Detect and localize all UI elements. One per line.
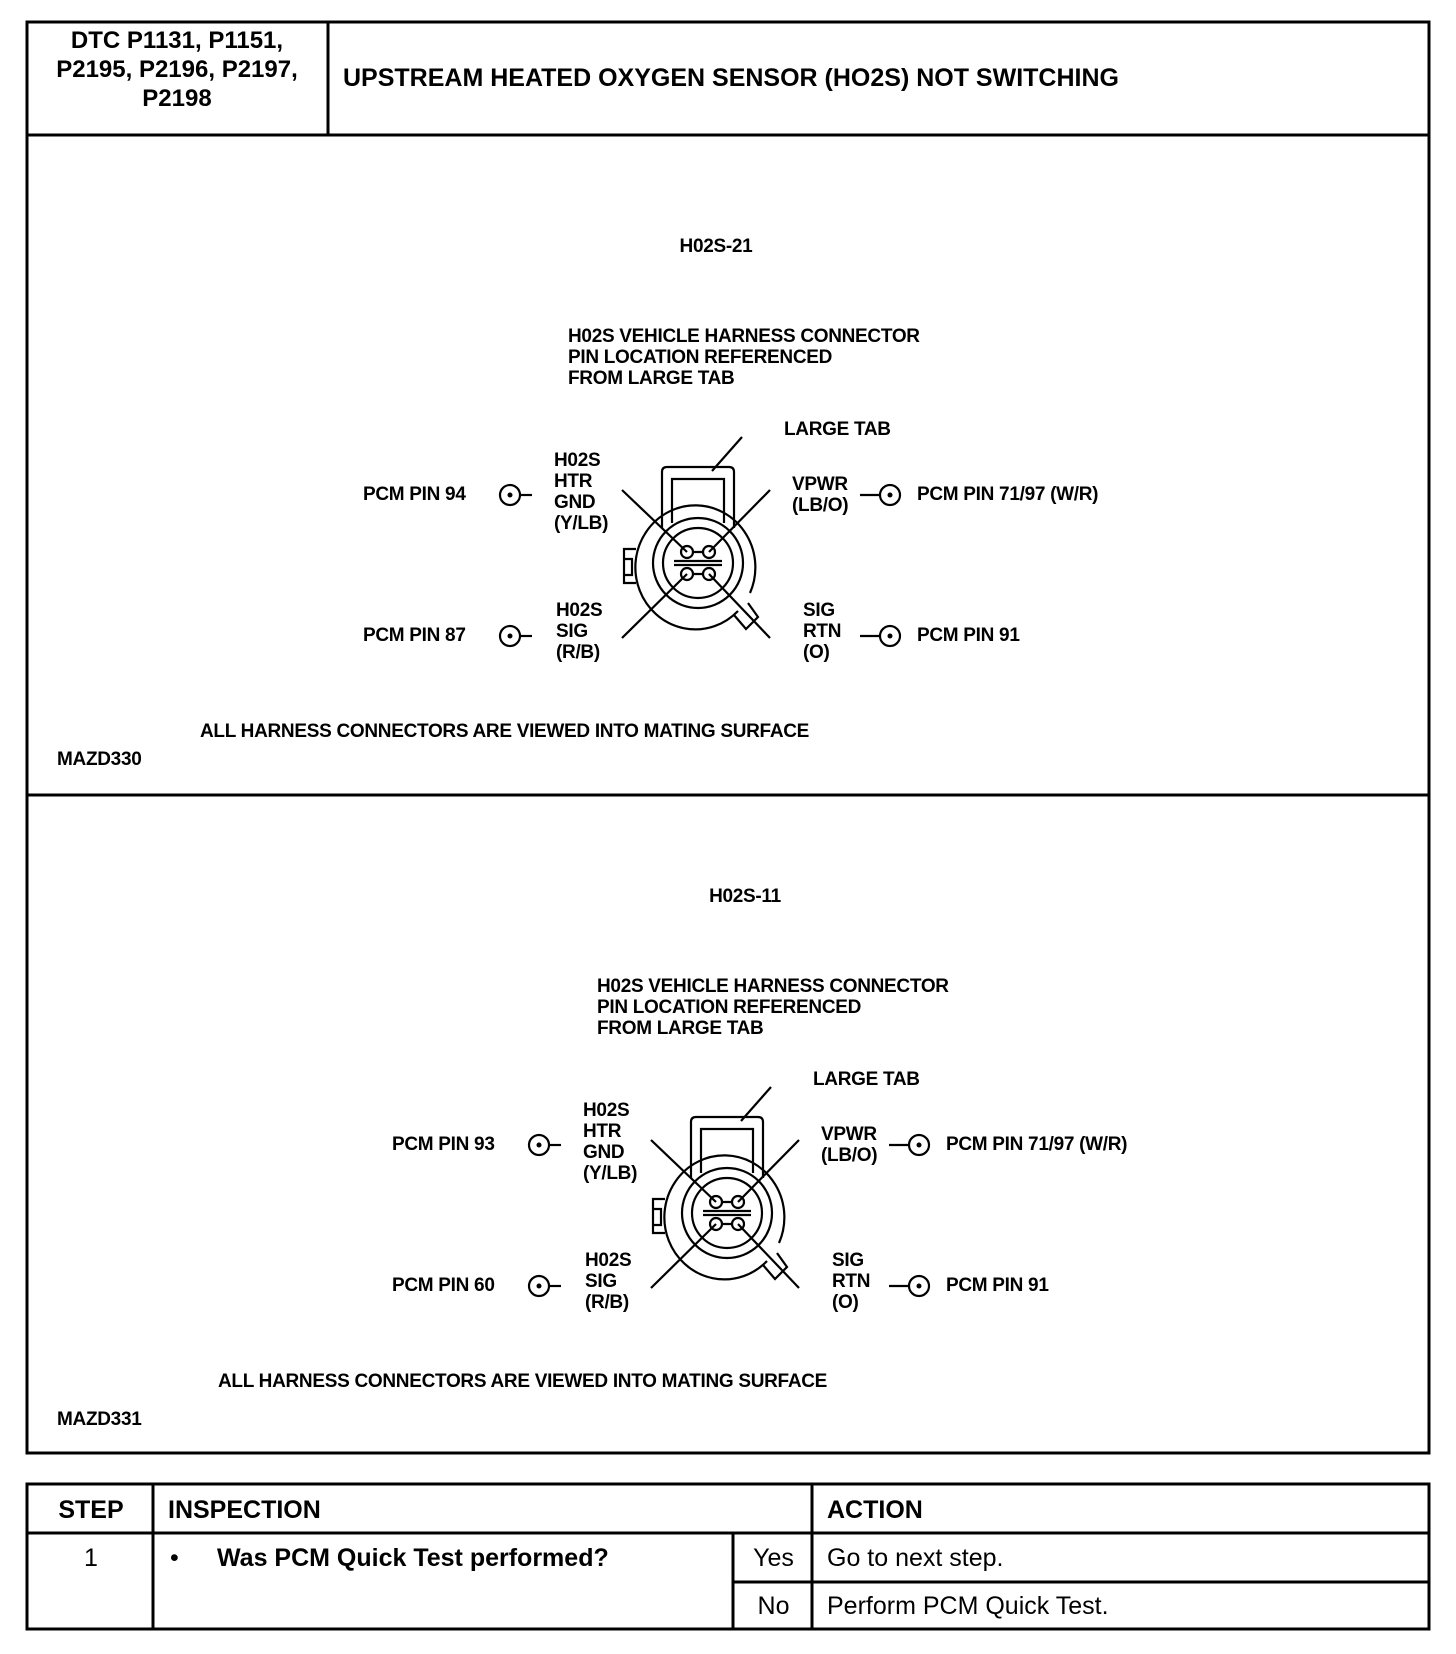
bullet: • <box>170 1544 179 1572</box>
sig-label-line: (R/B) <box>585 1292 629 1313</box>
action-column-header: ACTION <box>827 1496 923 1524</box>
viewing-note: ALL HARNESS CONNECTORS ARE VIEWED INTO MATING SURFACE <box>218 1371 828 1392</box>
sig-label-line: SIG <box>556 621 588 642</box>
sig-label-line: SIG <box>585 1271 617 1292</box>
htr-gnd-label-line: H02S <box>554 450 601 471</box>
figure-id: MAZD331 <box>57 1409 142 1430</box>
sig-label-line: H02S <box>556 600 603 621</box>
connector-heading-line: PIN LOCATION REFERENCED <box>568 347 833 368</box>
step-number: 1 <box>84 1544 98 1572</box>
sig-rtn-label-line: SIG <box>803 600 835 621</box>
htr-gnd-label-line: (Y/LB) <box>583 1163 638 1184</box>
sig-pcm-pin: PCM PIN 87 <box>363 625 466 646</box>
vpwr-label-line: (LB/O) <box>792 495 849 516</box>
figure-id: MAZD330 <box>57 749 142 770</box>
sig-rtn-pcm-pin: PCM PIN 91 <box>946 1275 1049 1296</box>
connector-heading-line: PIN LOCATION REFERENCED <box>597 997 862 1018</box>
action-no: Perform PCM Quick Test. <box>827 1592 1109 1620</box>
step-column-header: STEP <box>58 1496 124 1524</box>
vpwr-label-line: (LB/O) <box>821 1145 878 1166</box>
vpwr-pcm-pin: PCM PIN 71/97 (W/R) <box>917 484 1099 505</box>
sig-rtn-label-line: RTN <box>803 621 842 642</box>
large-tab-label: LARGE TAB <box>784 419 891 440</box>
page-title: UPSTREAM HEATED OXYGEN SENSOR (HO2S) NOT SWITCHING <box>343 64 1119 92</box>
htr-gnd-pcm-pin: PCM PIN 93 <box>392 1134 495 1155</box>
viewing-note: ALL HARNESS CONNECTORS ARE VIEWED INTO MATING SURFACE <box>200 721 810 742</box>
htr-gnd-pcm-pin: PCM PIN 94 <box>363 484 466 505</box>
sig-pcm-pin: PCM PIN 60 <box>392 1275 495 1296</box>
htr-gnd-label-line: GND <box>554 492 596 513</box>
connector-heading-line: H02S VEHICLE HARNESS CONNECTOR <box>597 976 949 997</box>
sig-rtn-label-line: SIG <box>832 1250 864 1271</box>
htr-gnd-label-line: GND <box>583 1142 625 1163</box>
sig-rtn-label-line: (O) <box>803 642 830 663</box>
connector-heading-line: FROM LARGE TAB <box>597 1018 764 1039</box>
sig-label-line: (R/B) <box>556 642 600 663</box>
answer-no: No <box>757 1592 790 1620</box>
sig-rtn-pcm-pin: PCM PIN 91 <box>917 625 1020 646</box>
vpwr-pcm-pin: PCM PIN 71/97 (W/R) <box>946 1134 1128 1155</box>
dtc-code-line: P2195, P2196, P2197, <box>56 56 298 83</box>
sensor-label: H02S-11 <box>709 886 781 907</box>
inspection-column-header: INSPECTION <box>168 1496 321 1524</box>
action-yes: Go to next step. <box>827 1544 1004 1572</box>
vpwr-label-line: VPWR <box>792 474 848 495</box>
connector-drawing <box>29 650 1456 1550</box>
htr-gnd-label-line: (Y/LB) <box>554 513 609 534</box>
dtc-code-line: P2198 <box>142 85 212 112</box>
large-tab-label: LARGE TAB <box>813 1069 920 1090</box>
sig-label-line: H02S <box>585 1250 632 1271</box>
connector-heading-line: FROM LARGE TAB <box>568 368 735 389</box>
sig-rtn-label-line: RTN <box>832 1271 871 1292</box>
connector-heading-line: H02S VEHICLE HARNESS CONNECTOR <box>568 326 920 347</box>
htr-gnd-label-line: H02S <box>583 1100 630 1121</box>
answer-yes: Yes <box>753 1544 794 1572</box>
sensor-label: H02S-21 <box>679 236 753 257</box>
inspection-question: Was PCM Quick Test performed? <box>217 1544 609 1572</box>
sig-rtn-label-line: (O) <box>832 1292 859 1313</box>
dtc-code-line: DTC P1131, P1151, <box>70 27 284 54</box>
htr-gnd-label-line: HTR <box>554 471 593 492</box>
vpwr-label-line: VPWR <box>821 1124 877 1145</box>
htr-gnd-label-line: HTR <box>583 1121 622 1142</box>
